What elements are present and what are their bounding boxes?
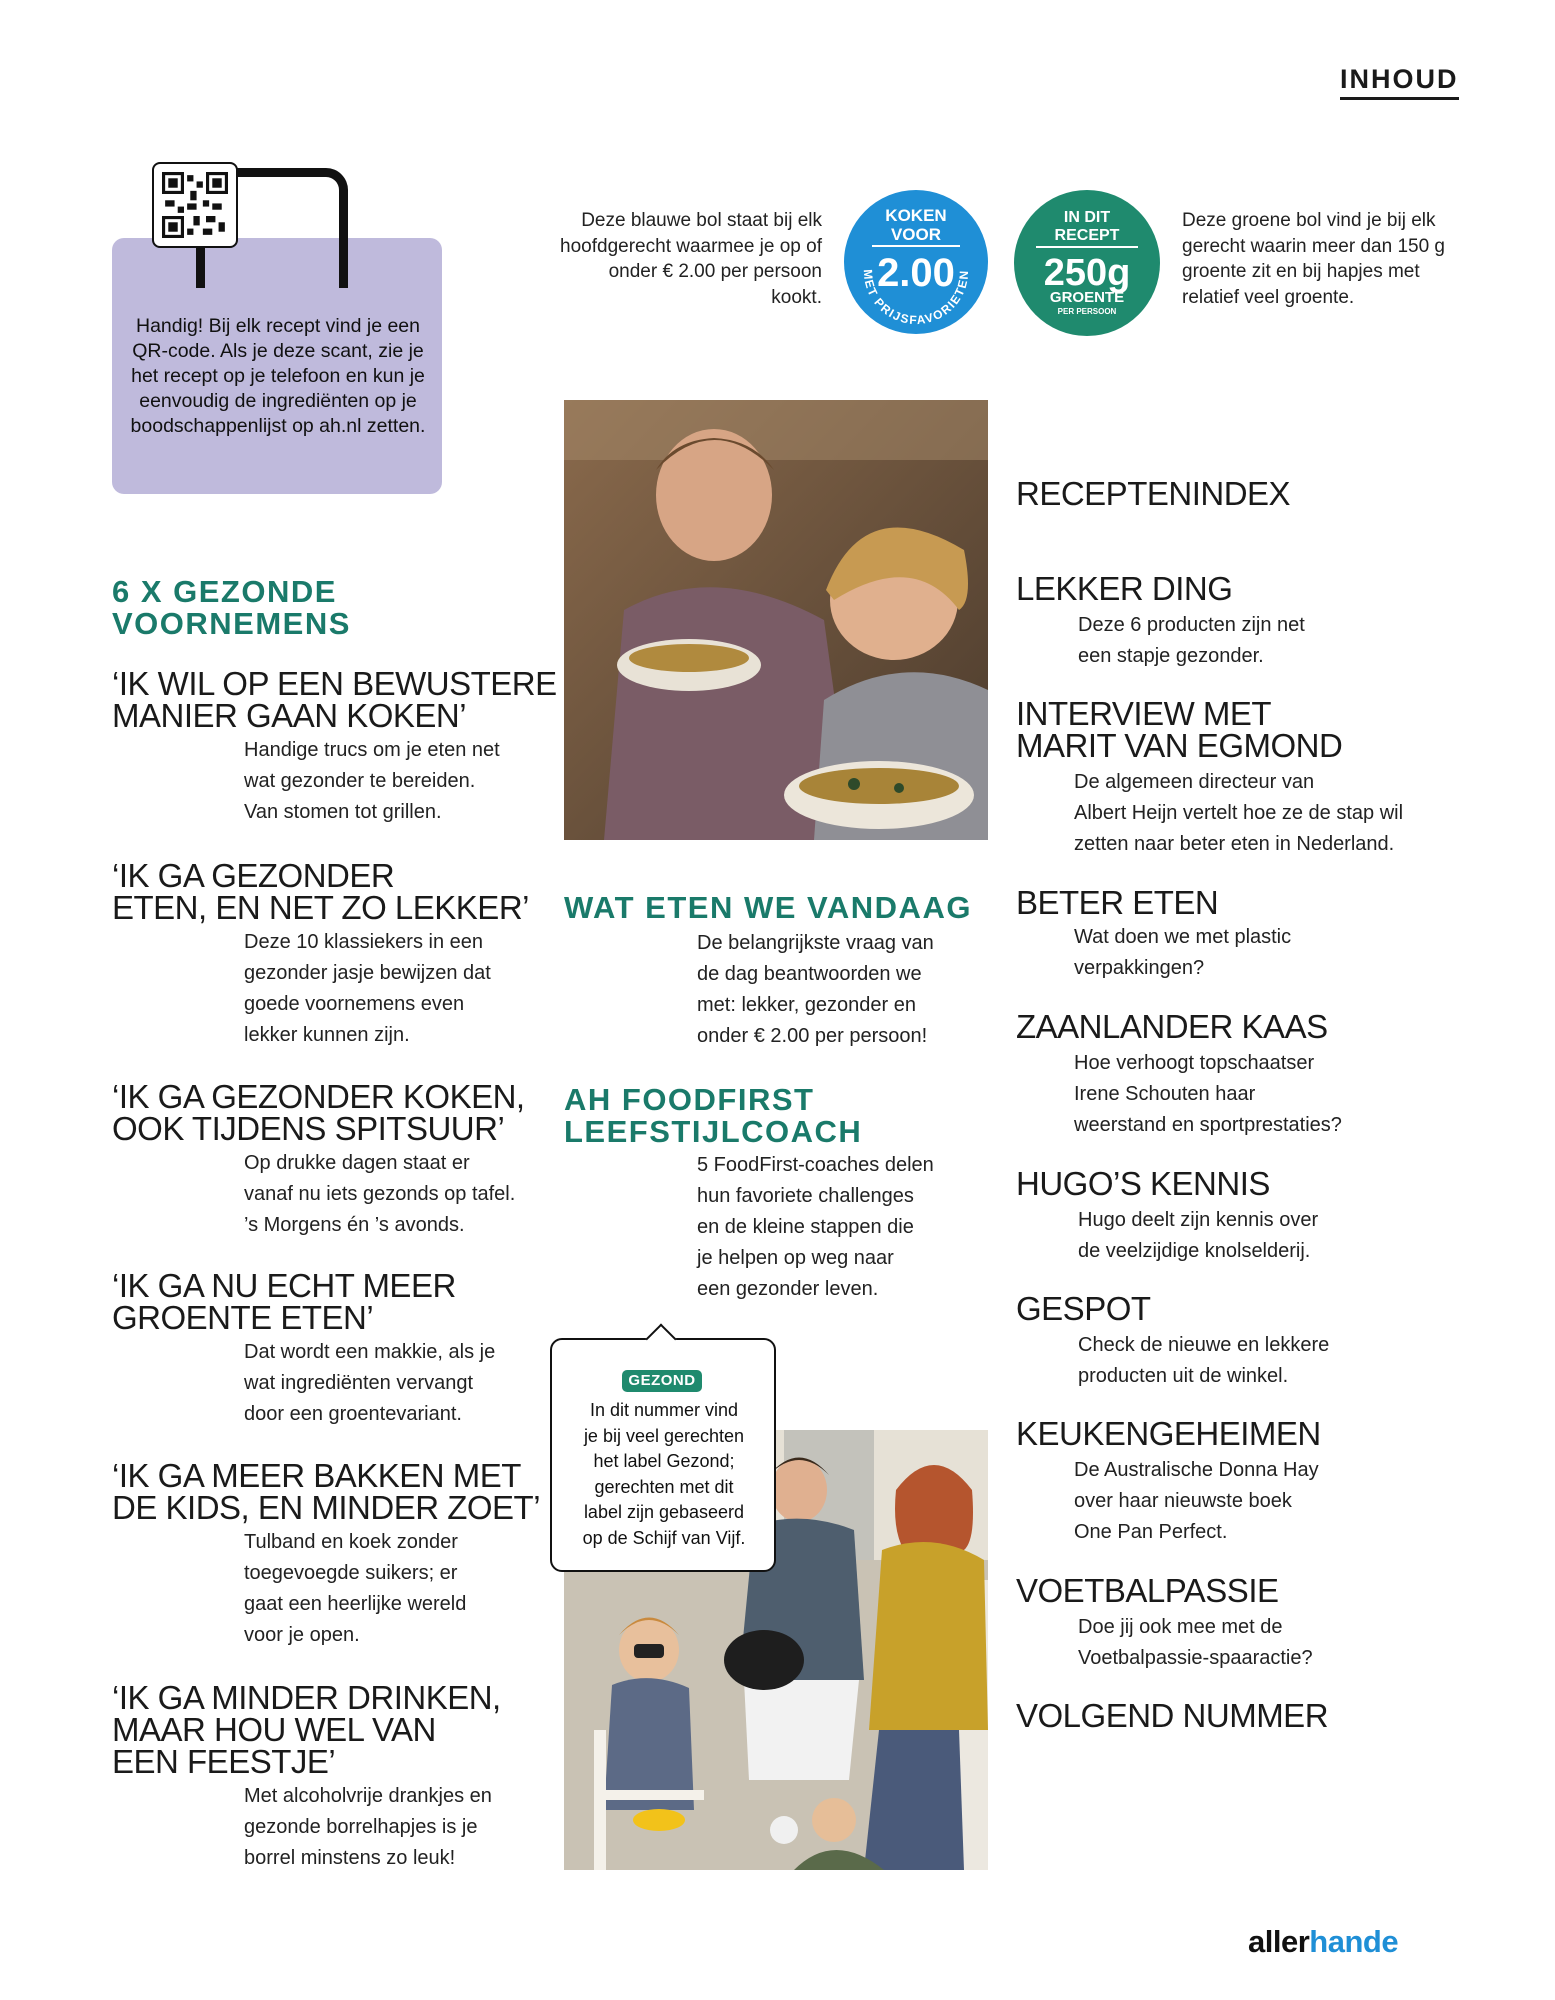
index-desc-zaanlander-kaas: Hoe verhoogt topschaatser Irene Schouten haar weerstand en sportprestaties? (1074, 1052, 1342, 1136)
index-desc-keukengeheimen: De Australische Donna Hay over haar nieuwste boek One Pan Perfect. (1074, 1459, 1319, 1543)
blue-bol-line2: VOOR (890, 225, 942, 244)
vegetable-badge-icon (1014, 190, 1160, 336)
index-desc-gespot: Check de nieuwe en lekkere producten uit de winkel. (1078, 1334, 1330, 1387)
allerhande-logo (1248, 1924, 1398, 1960)
voornemen-desc-6: Met alcoholvrije drankjes en gezonde borrelhapjes is je borrel minstens zo leuk! (244, 1785, 492, 1869)
index-item-zaanlander-kaas[interactable]: ZAANLANDER KAAS (1016, 1008, 1328, 1045)
green-bol-description: Deze groene bol vind je bij elk gerecht waarin meer dan 150 g groente zit en bij hapjes met relatief veel groente. (1182, 210, 1445, 308)
index-item-hugos-kennis[interactable]: HUGO’S KENNIS (1016, 1165, 1270, 1202)
blue-bol-price: 2.00 (877, 251, 955, 295)
index-item-interview[interactable]: INTERVIEW MET MARIT VAN EGMOND (1016, 695, 1343, 764)
blue-bol-line1: KOKEN (885, 206, 947, 225)
price-badge-icon (844, 190, 988, 334)
gezond-label-text: In dit nummer vind je bij veel gerechten het label Gezond; gerechten met dit label zijn gebaseerd op de Schijf van Vijf. (582, 1400, 746, 1548)
index-item-volgend-nummer[interactable]: VOLGEND NUMMER (1016, 1697, 1329, 1734)
green-bol-sub: PER PERSOON (1057, 307, 1117, 316)
voornemen-heading-1[interactable]: ‘IK WIL OP EEN BEWUSTERE MANIER GAAN KOKEN’ (112, 665, 557, 734)
photo-boys-eating-noodles (564, 400, 988, 840)
blue-bol-arc: MET PRIJSFAVORIETEN (860, 268, 972, 328)
voornemen-heading-2[interactable]: ‘IK GA GEZONDER ETEN, EN NET ZO LEKKER’ (112, 857, 529, 926)
green-bol-line2: RECEPT (1054, 227, 1120, 244)
qr-code-icon (152, 162, 238, 248)
voornemen-heading-5[interactable]: ‘IK GA MEER BAKKEN MET DE KIDS, EN MINDER ZOET’ (112, 1457, 541, 1526)
index-item-beter-eten[interactable]: BETER ETEN (1016, 884, 1219, 921)
voornemen-heading-4[interactable]: ‘IK GA NU ECHT MEER GROENTE ETEN’ (112, 1267, 456, 1336)
voornemen-desc-5: Tulband en koek zonder toegevoegde suikers; er gaat een heerlijke wereld voor je open. (244, 1531, 467, 1646)
section-label: INHOUD (1340, 64, 1459, 100)
foodfirst-desc: 5 FoodFirst-coaches delen hun favoriete challenges en de kleine stappen die je helpen op weg naar een gezonder leven. (697, 1154, 934, 1300)
index-desc-lekker-ding: Deze 6 producten zijn net een stapje gezonder. (1078, 614, 1305, 667)
index-item-keukengeheimen[interactable]: KEUKENGEHEIMEN (1016, 1415, 1321, 1452)
qr-info-text: Handig! Bij elk recept vind je een QR-code. Als je deze scant, zie je het recept op je telefoon en kun je eenvoudig de ingrediënten op je boodschappenlijst op ah.nl zetten. (130, 315, 426, 437)
green-bol-label: GROENTE (1049, 289, 1125, 306)
index-item-voetbalpassie[interactable]: VOETBALPASSIE (1016, 1572, 1279, 1609)
section-title-foodfirst[interactable]: AH FOODFIRST LEEFSTIJLCOACH (564, 1082, 863, 1149)
voornemen-desc-4: Dat wordt een makkie, als je wat ingrediënten vervangt door een groentevariant. (244, 1341, 496, 1425)
voornemen-desc-1: Handige trucs om je eten net wat gezonder te bereiden. Van stomen tot grillen. (244, 739, 500, 823)
section-title-wat-eten-we-vandaag[interactable]: WAT ETEN WE VANDAAG (564, 890, 972, 925)
wat-eten-we-vandaag-desc: De belangrijkste vraag van de dag beantwoorden we met: lekker, gezonder en onder € 2.00 per persoon! (697, 932, 934, 1047)
voornemen-desc-3: Op drukke dagen staat er vanaf nu iets gezonds op tafel. ’s Morgens én ’s avonds. (244, 1152, 516, 1236)
index-desc-interview: De algemeen directeur van Albert Heijn vertelt hoe ze de stap wil zetten naar beter eten in Nederland. (1074, 771, 1404, 855)
index-item-receptenindex[interactable]: RECEPTENINDEX (1016, 475, 1291, 512)
green-bol-line1: IN DIT (1063, 209, 1111, 226)
voornemen-heading-6[interactable]: ‘IK GA MINDER DRINKEN, MAAR HOU WEL VAN EEN FEESTJE’ (112, 1679, 501, 1780)
logo-part-aller: aller (1248, 1924, 1310, 1959)
index-item-gespot[interactable]: GESPOT (1016, 1290, 1151, 1327)
index-desc-voetbalpassie: Doe jij ook mee met de Voetbalpassie-spaaractie? (1078, 1616, 1313, 1669)
index-desc-hugos-kennis: Hugo deelt zijn kennis over de veelzijdige knolselderij. (1078, 1209, 1319, 1262)
section-title-voornemens: 6 X GEZONDE VOORNEMENS (112, 574, 351, 641)
gezond-badge: GEZOND (622, 1370, 702, 1392)
voornemen-heading-3[interactable]: ‘IK GA GEZONDER KOKEN, OOK TIJDENS SPITSUUR’ (112, 1078, 525, 1147)
green-bol-amount: 250g (1043, 252, 1131, 294)
blue-bol-description: Deze blauwe bol staat bij elk hoofdgerecht waarmee je op of onder € 2.00 per persoon kookt. (560, 210, 822, 308)
logo-part-hande: hande (1309, 1924, 1399, 1959)
index-item-lekker-ding[interactable]: LEKKER DING (1016, 570, 1233, 607)
index-desc-beter-eten: Wat doen we met plastic verpakkingen? (1074, 926, 1292, 979)
voornemen-desc-2: Deze 10 klassiekers in een gezonder jasje bewijzen dat goede voornemens even lekker kunnen zijn. (244, 931, 491, 1046)
